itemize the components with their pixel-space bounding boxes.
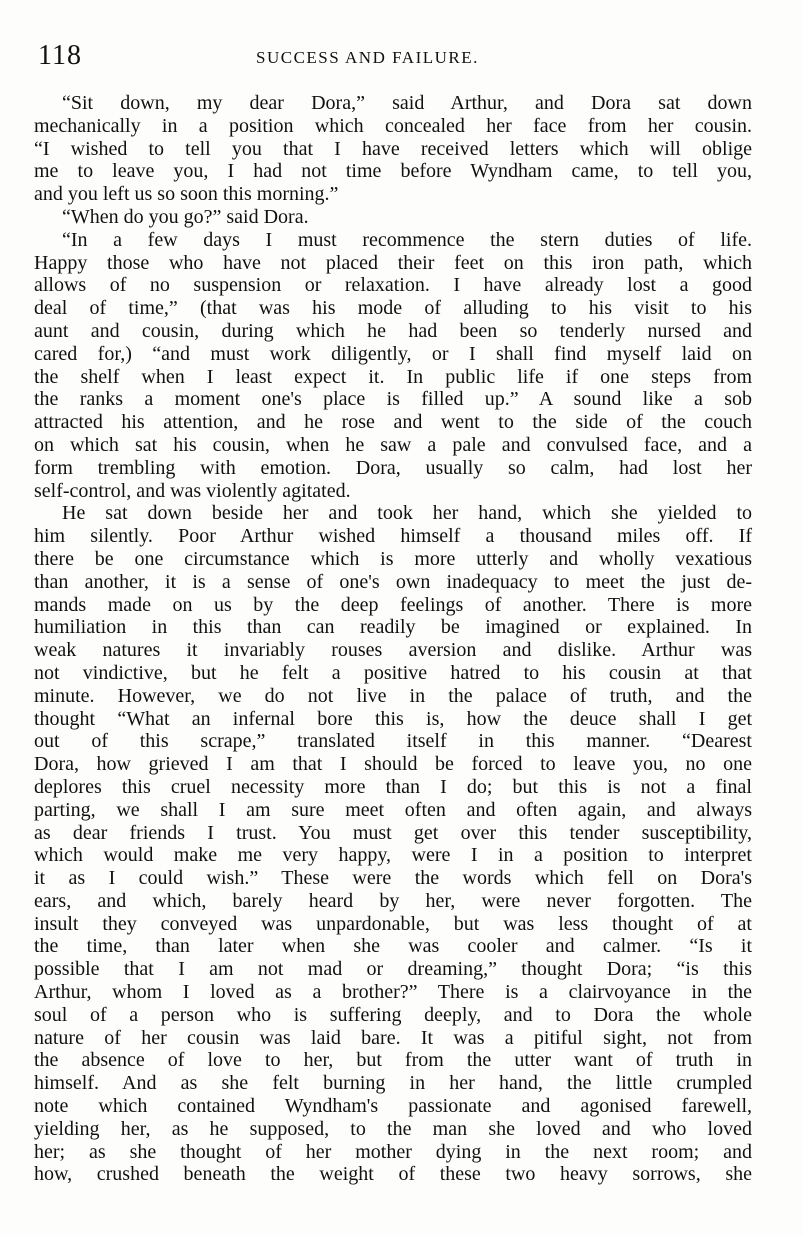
- text-line: “I wished to tell you that I have received letters which will oblige: [34, 137, 752, 160]
- text-line: how, crushed beneath the weight of these two heavy sorrows, she: [34, 1163, 752, 1186]
- text-line: soul of a person who is suffering deeply, and to Dora the whole: [34, 1003, 752, 1026]
- text-line: humiliation in this than can readily be imagined or explained. In: [34, 616, 752, 639]
- text-line: it as I could wish.” These were the words which fell on Dora's: [34, 867, 752, 890]
- body-text: [34, 92, 752, 1186]
- text-line: ears, and which, barely heard by her, were never forgotten. The: [34, 889, 752, 912]
- text-line: self-control, and was violently agitated.: [34, 479, 351, 502]
- text-line: there be one circumstance which is more utterly and wholly vexatious: [34, 547, 752, 570]
- text-line: than another, it is a sense of one's own inadequacy to meet the just de-: [34, 570, 752, 593]
- text-line: me to leave you, I had not time before Wyndham came, to tell you,: [34, 160, 752, 183]
- text-line: weak natures it invariably rouses aversion and dislike. Arthur was: [34, 639, 752, 662]
- text-line: and you left us so soon this morning.”: [34, 183, 339, 206]
- text-line: the ranks a moment one's place is filled up.” A sound like a sob: [34, 388, 752, 411]
- text-line: the absence of love to her, but from the utter want of truth in: [34, 1049, 752, 1072]
- text-line: yielding her, as he supposed, to the man she loved and who loved: [34, 1117, 752, 1140]
- text-line: not vindictive, but he felt a positive hatred to his cousin at that: [34, 661, 752, 684]
- text-line: as dear friends I trust. You must get over this tender susceptibility,: [34, 821, 752, 844]
- text-line: mands made on us by the deep feelings of another. There is more: [34, 593, 752, 616]
- text-line: attracted his attention, and he rose and went to the side of the couch: [34, 411, 752, 434]
- text-line: the time, than later when she was cooler and calmer. “Is it: [34, 935, 752, 958]
- text-line: Happy those who have not placed their feet on this iron path, which: [34, 251, 752, 274]
- text-line: on which sat his cousin, when he saw a pale and convulsed face, and a: [34, 433, 752, 456]
- text-line: “Sit down, my dear Dora,” said Arthur, and Dora sat down: [62, 92, 752, 114]
- text-line: out of this scrape,” translated itself in this manner. “Dearest: [34, 730, 752, 753]
- text-line: minute. However, we do not live in the palace of truth, and the: [34, 684, 752, 707]
- text-line: allows of no suspension or relaxation. I have already lost a good: [34, 274, 752, 297]
- text-line: “When do you go?” said Dora.: [62, 205, 309, 228]
- text-line: her; as she thought of her mother dying in the next room; and: [34, 1140, 752, 1163]
- text-line: mechanically in a position which concealed her face from her cousin.: [34, 114, 752, 137]
- running-head: [34, 40, 754, 80]
- text-line: thought “What an infernal bore this is, how the deuce shall I get: [34, 707, 752, 730]
- text-line: Arthur, whom I loved as a brother?” There is a clairvoyance in the: [34, 981, 752, 1004]
- text-line: insult they conveyed was unpardonable, but was less thought of at: [34, 912, 752, 935]
- text-line: cared for,) “and must work diligently, or I shall find myself laid on: [34, 342, 752, 365]
- text-line: deplores this cruel necessity more than I do; but this is not a final: [34, 775, 752, 798]
- text-line: form trembling with emotion. Dora, usually so calm, had lost her: [34, 456, 752, 479]
- text-line: which would make me very happy, were I in a position to interpret: [34, 844, 752, 867]
- text-line: the shelf when I least expect it. In public life if one steps from: [34, 365, 752, 388]
- text-line: deal of time,” (that was his mode of alluding to his visit to his: [34, 297, 752, 320]
- text-line: “In a few days I must recommence the stern duties of life.: [62, 228, 752, 251]
- text-line: himself. And as she felt burning in her hand, the little crumpled: [34, 1072, 752, 1095]
- text-line: him silently. Poor Arthur wished himself a thousand miles off. If: [34, 525, 752, 548]
- text-line: nature of her cousin was laid bare. It was a pitiful sight, not from: [34, 1026, 752, 1049]
- page-number: 118: [38, 40, 82, 71]
- text-line: aunt and cousin, during which he had been so tenderly nursed and: [34, 319, 752, 342]
- running-title: SUCCESS AND FAILURE.: [256, 48, 479, 67]
- text-line: He sat down beside her and took her hand, which she yielded to: [62, 502, 752, 525]
- text-line: note which contained Wyndham's passionate and agonised farewell,: [34, 1095, 752, 1118]
- text-line: parting, we shall I am sure meet often and often again, and always: [34, 798, 752, 821]
- text-line: possible that I am not mad or dreaming,” thought Dora; “is this: [34, 958, 752, 981]
- text-line: Dora, how grieved I am that I should be forced to leave you, no one: [34, 753, 752, 776]
